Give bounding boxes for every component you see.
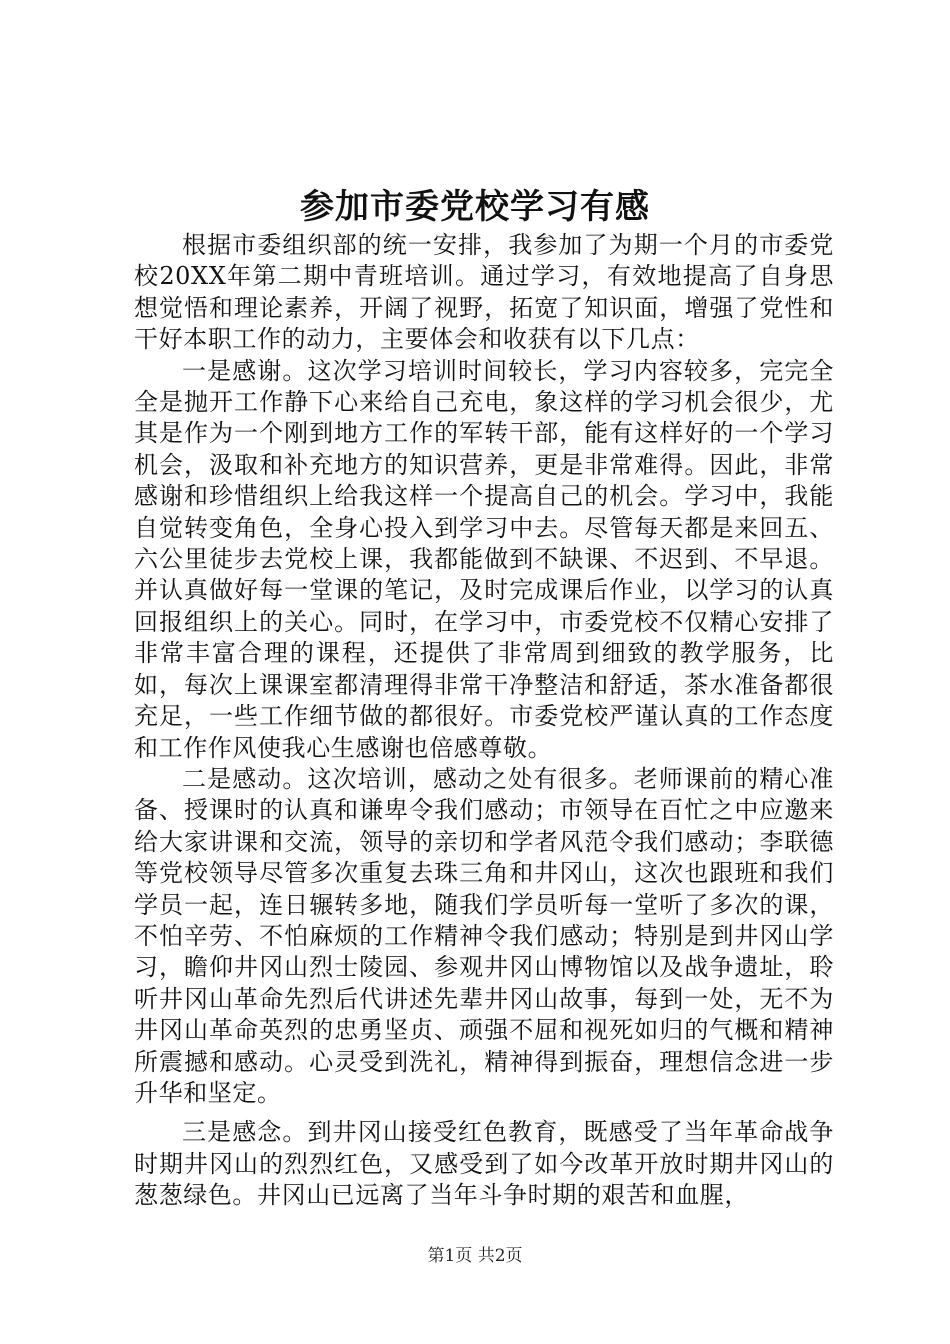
page-footer: 第1页 共2页 [427, 1246, 523, 1266]
document-title: 参加市委党校学习有感 [300, 187, 650, 227]
paragraph-thanks: 一是感谢。这次学习培训时间较长，学习内容较多，完完全全是抛开工作静下心来给自己充电，象这样的学习机会很少，尤其是作为一个刚到地方工作的军转干部，能有这样好的一个学习机会，汲取和补充地方的知识营养，更是非常难得。因此，非常感谢和珍惜组织上给我这样一个提高自己的机会。学习中，我能自觉转变角色，全身心投入到学习中去。尽管每天都是来回五、六公里徒步去党校上课，我都能做到不缺课、不迟到、不早退。并认真做好每一堂课的笔记，及时完成课后作业，以学习的认真回报组织上的关心。同时，在学习中，市委党校不仅精心安排了非常丰富合理的课程，还提供了非常周到细致的教学服务，比如，每次上课课室都清理得非常干净整洁和舒适，茶水准备都很充足，一些工作细节做的都很好。市委党校严谨认真的工作态度和工作作风使我心生感谢也倍感尊敬。 [134, 356, 834, 762]
paragraph-moved: 二是感动。这次培训，感动之处有很多。老师课前的精心准备、授课时的认真和谦卑令我们感动；市领导在百忙之中应邀来给大家讲课和交流，领导的亲切和学者风范令我们感动；李联德等党校领导尽管多次重复去珠三角和井冈山，这次也跟班和我们学员一起，连日辗转多地，随我们学员听每一堂听了多次的课，不怕辛劳、不怕麻烦的工作精神令我们感动；特别是到井冈山学习，瞻仰井冈山烈士陵园、参观井冈山博物馆以及战争遗址，聆听井冈山革命先烈后代讲述先辈井冈山故事，每到一处，无不为井冈山革命英烈的忠勇坚贞、顽强不屈和视死如归的气概和精神所震撼和感动。心灵受到洗礼，精神得到振奋，理想信念进一步升华和坚定。 [134, 764, 834, 1107]
paragraph-intro: 根据市委组织部的统一安排，我参加了为期一个月的市委党校20XX年第二期中青班培训。通过学习，有效地提高了自身思想觉悟和理论素养，开阔了视野，拓宽了知识面，增强了党性和干好本职工作的动力，主要体会和收获有以下几点： [134, 231, 834, 354]
document-body [134, 230, 834, 1212]
paragraph-remembrance: 三是感念。到井冈山接受红色教育，既感受了当年革命战争时期井冈山的烈烈红色，又感受到了如今改革开放时期井冈山的葱葱绿色。井冈山已远离了当年斗争时期的艰苦和血腥， [134, 1118, 834, 1210]
